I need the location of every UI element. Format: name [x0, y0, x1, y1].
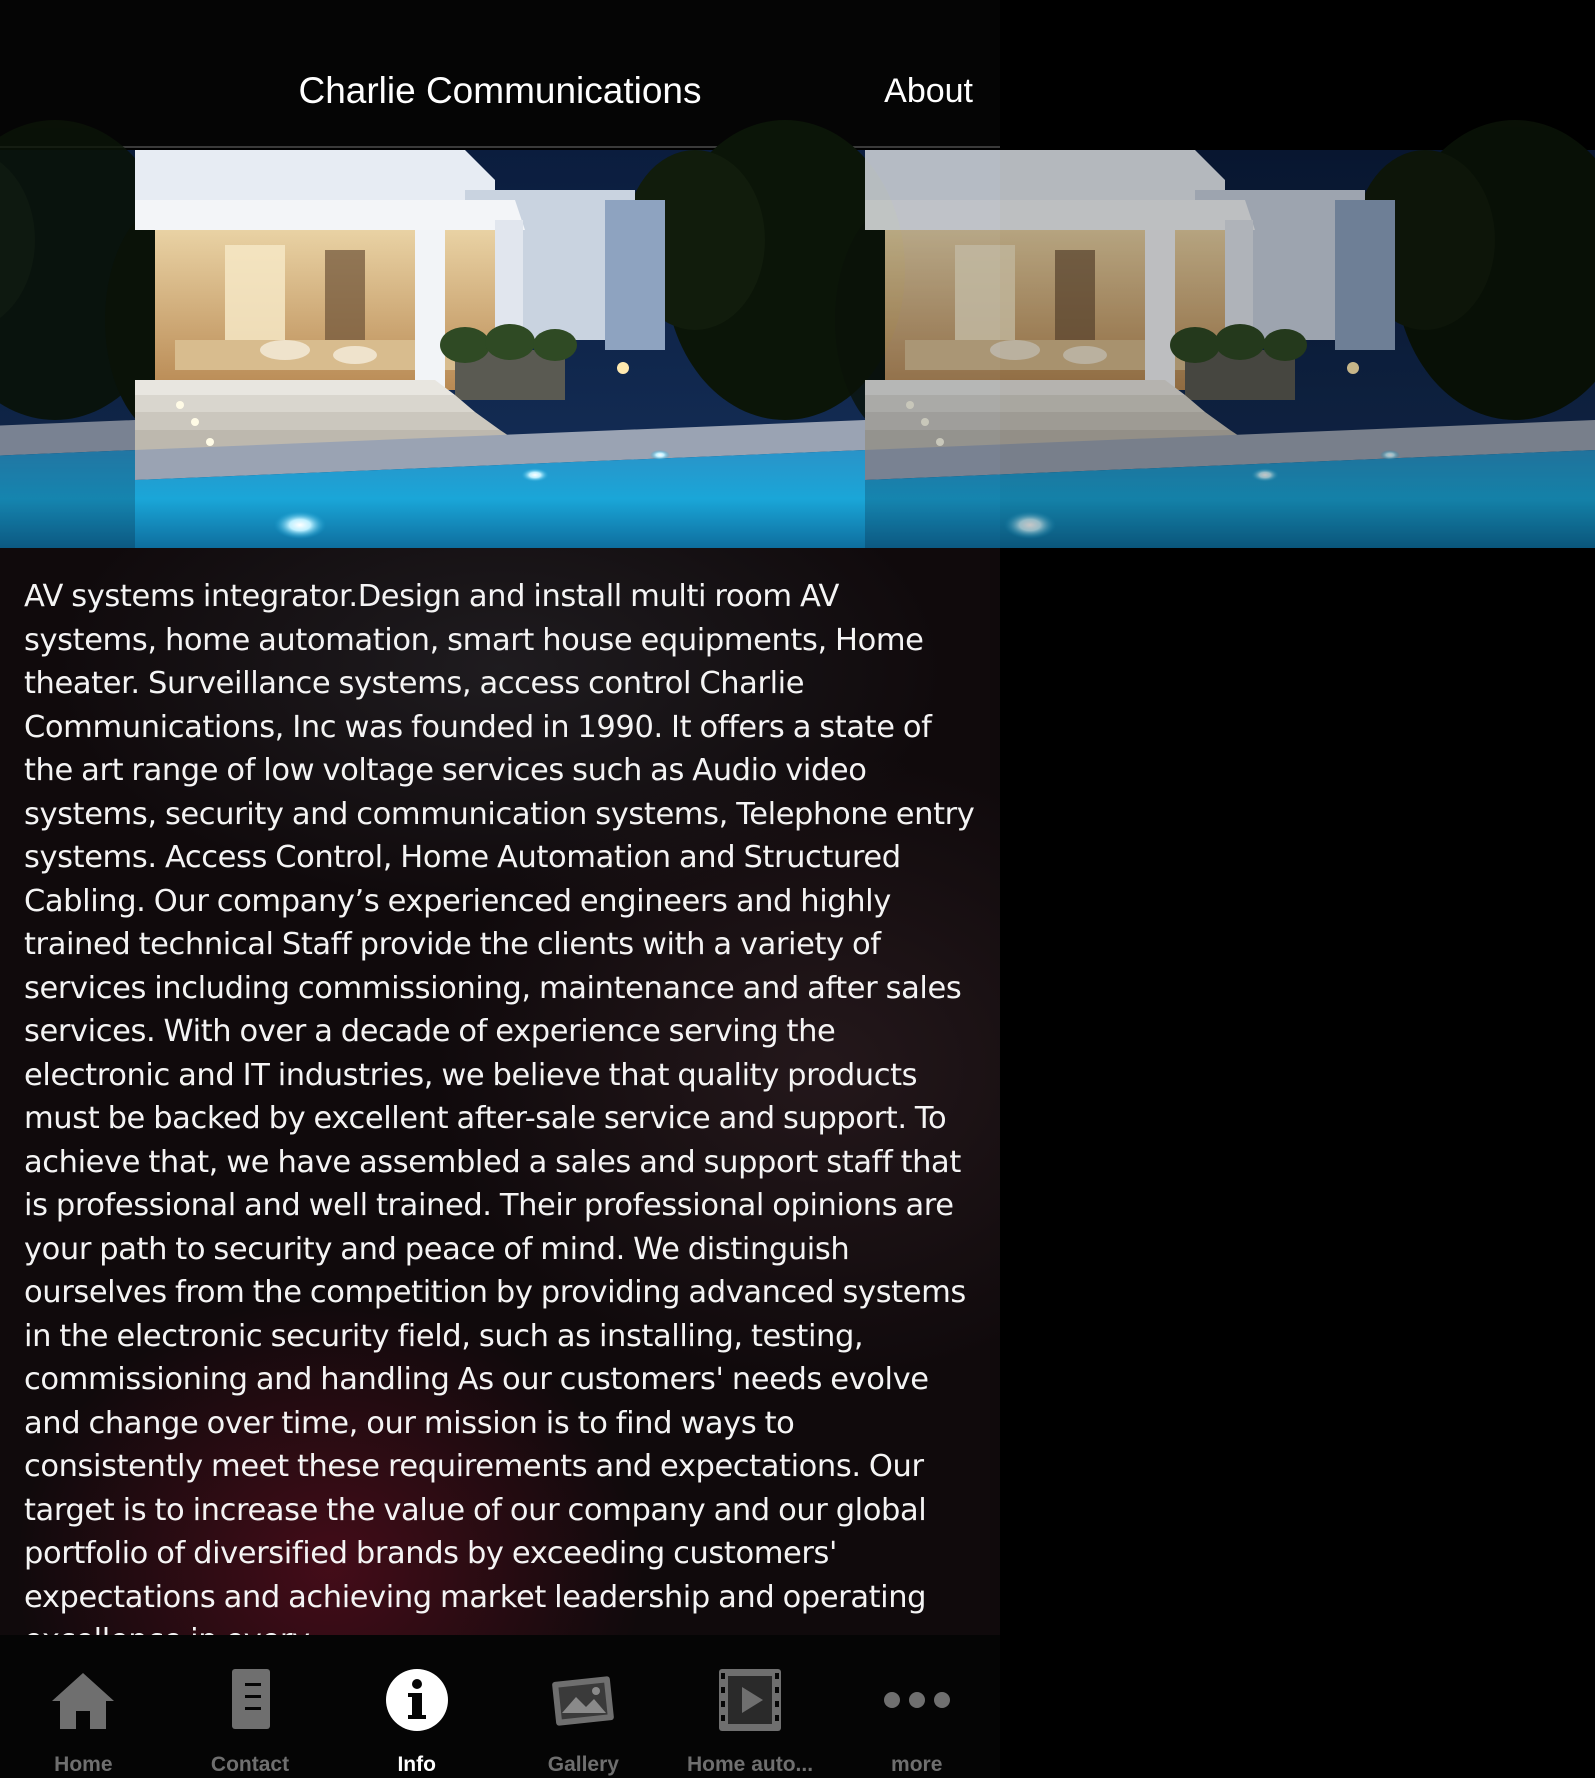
home-icon [48, 1667, 118, 1733]
video-play-icon [715, 1667, 785, 1733]
about-button[interactable]: About [884, 72, 973, 110]
tab-label: more [891, 1753, 943, 1776]
tab-home-automation[interactable] [667, 1635, 834, 1778]
tab-gallery[interactable] [500, 1635, 667, 1778]
tab-bar [0, 1635, 1000, 1778]
info-content[interactable] [0, 548, 1000, 1635]
more-dots-icon [882, 1667, 952, 1733]
tab-more[interactable] [833, 1635, 1000, 1778]
carousel-slide-current[interactable] [135, 150, 865, 548]
info-description: AV systems integrator.Design and install multi room AV systems, home automation, smart house equipments, Home theater. Surveillance systems, access control Charlie Communications, Inc was founded in 1990. It offers a state of the art range of low voltage services such as Audio video systems, security and communication systems, Telephone entry systems. Access Control, Home Automation and Structured Cabling. Our company’s experienced engineers and highly trained technical Staff provide the clients with a variety of services including commissioning, maintenance and after sales services. With over a decade of experience serving the electronic and IT industries, we believe that quality products must be backed by excellent after-sale service and support. To achieve that, we have assembled a sales and support staff that is professional and well trained. Their professional opinions are your path to security and peace of mind. We distinguish ourselves from the competition by providing advanced systems in the electronic security field, such as installing, testing, commissioning and handling As our customers' needs evolve and change over time, our mission is to find ways to consistently meet these requirements and expectations. Our target is to increase the value of our company and our global portfolio of diversified brands by exceeding customers' expectations and achieving market leadership and operating [24, 579, 975, 1615]
pool-villa-photo [135, 150, 865, 548]
carousel-slide-next[interactable] [865, 150, 1000, 548]
tab-label: Info [397, 1753, 436, 1776]
tab-label: Home [54, 1753, 113, 1776]
contact-card-icon [215, 1667, 285, 1733]
tab-label: Home auto... [687, 1753, 814, 1776]
gallery-icon [548, 1667, 618, 1733]
page-title: Charlie Communications [298, 70, 702, 111]
pool-villa-photo [865, 150, 1595, 548]
tab-label: Contact [210, 1753, 290, 1776]
app-header [0, 0, 1000, 148]
tab-home[interactable] [0, 1635, 167, 1778]
tab-info[interactable] [333, 1635, 500, 1778]
image-carousel[interactable] [0, 150, 1000, 548]
info-icon [382, 1667, 452, 1733]
tab-contact[interactable] [167, 1635, 334, 1778]
tab-label: Gallery [547, 1753, 619, 1776]
